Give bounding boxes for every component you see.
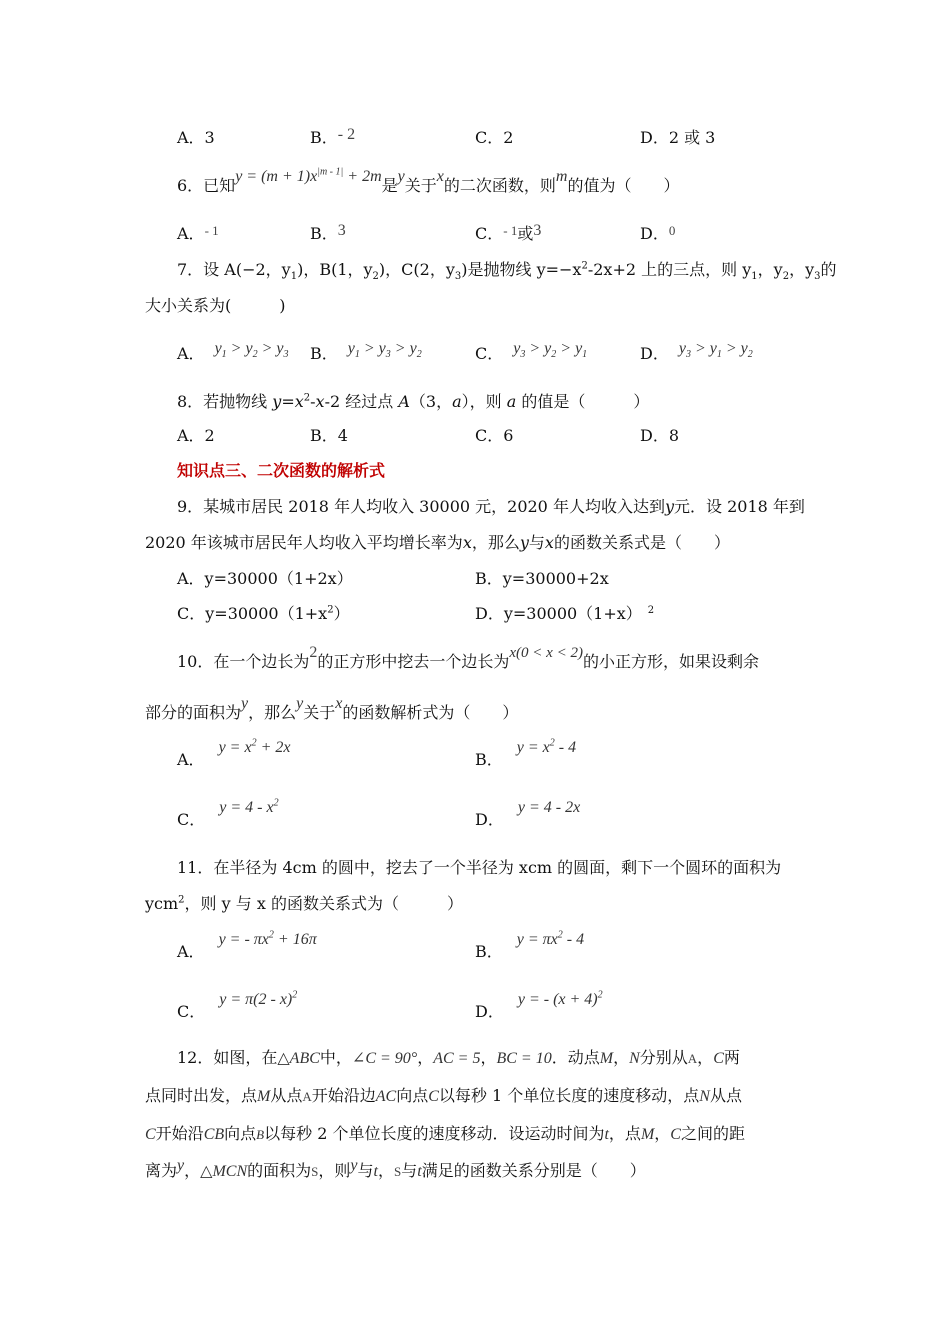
- formula-tail: + 2x: [256, 739, 291, 756]
- q6-option-b: [310, 224, 346, 245]
- q12-math: A: [687, 1051, 698, 1066]
- q9-option-c: [177, 604, 350, 624]
- q10-text: 的小正方形，如果设剩余: [582, 652, 759, 671]
- q5-option-a: [177, 128, 215, 148]
- q10-var: y: [296, 695, 304, 712]
- q9-text: 元．设 2018 年到: [674, 497, 805, 516]
- formula-main: y = πx: [516, 931, 558, 948]
- q7-c-seq: $y_3 > y_2 > y_1$: [513, 340, 588, 361]
- option-label: D．: [475, 1002, 504, 1021]
- formula-main: y = π(2 - x): [219, 991, 293, 1008]
- q6-formula-exp: |m - 1|: [317, 166, 344, 178]
- q9-option-b: [475, 569, 609, 589]
- q6-var-y: y: [397, 168, 405, 185]
- option-value: - 1: [204, 223, 219, 238]
- q10-var: x: [335, 695, 343, 712]
- q8-text: （3，: [409, 392, 453, 411]
- q10-option-a: [177, 737, 291, 771]
- q12-text: 从点: [270, 1086, 303, 1105]
- q9-text: 与: [528, 533, 545, 552]
- seq-sub: 2: [747, 349, 753, 361]
- q12-math: A: [302, 1089, 312, 1104]
- option-sup: 2: [647, 604, 655, 616]
- q12-math: BC = 10: [496, 1050, 552, 1067]
- option-label: A．: [177, 942, 205, 961]
- q12-math: N: [699, 1088, 710, 1105]
- q7-sub: 2: [372, 271, 379, 283]
- option-label: A．: [177, 750, 205, 769]
- q11-option-c: [177, 989, 298, 1023]
- q10-option-d: [475, 799, 581, 831]
- q12-math: C: [670, 1126, 681, 1143]
- q6-formula: [235, 168, 381, 185]
- q8-sup: 2: [303, 392, 311, 404]
- q12-math: AC = 5: [433, 1050, 481, 1067]
- option-formula: [517, 739, 576, 756]
- q6-text: 关于: [404, 176, 437, 195]
- q12-math: M: [257, 1088, 271, 1105]
- q9-option-d: [475, 604, 654, 624]
- q7-option-a: [177, 340, 289, 365]
- q7-text: )，C(2，y: [378, 260, 455, 279]
- question-12-line-4: [145, 1157, 646, 1182]
- option-label: B．: [310, 344, 338, 363]
- q6-option-a: [177, 224, 219, 245]
- q12-math: CB: [203, 1126, 225, 1143]
- formula-main: y = - πx: [218, 931, 269, 948]
- q9-option-a: [177, 569, 353, 589]
- q12-math: y: [177, 1157, 185, 1174]
- seq-sub: 3: [385, 349, 391, 361]
- seq-sub: 1: [354, 349, 360, 361]
- seq-sub: 3: [685, 349, 691, 361]
- q7-text: 大小关系为( ): [145, 296, 286, 315]
- section-heading: 知识点三、二次函数的解析式: [177, 461, 386, 480]
- option-label: D．: [640, 224, 669, 243]
- option-value: 3: [337, 222, 346, 239]
- q10-range: x(0 < x < 2): [509, 645, 583, 661]
- q12-text: ，: [377, 1161, 394, 1180]
- q12-math: C: [428, 1088, 439, 1105]
- q9-text: 9．某城市居民 2018 年人均收入 30000 元，2020 年人均收入达到: [177, 497, 665, 516]
- q12-math: △ABC: [277, 1050, 320, 1067]
- q12-text: ，点: [608, 1124, 641, 1143]
- formula-sup: 2: [549, 737, 555, 749]
- q9-text: ，那么: [471, 533, 520, 552]
- q12-text: 点同时出发，点: [145, 1086, 258, 1105]
- q7-sub: 3: [454, 271, 462, 283]
- question-7-line-2: [145, 296, 286, 316]
- option-text: 或: [517, 224, 534, 243]
- option-label: B．: [310, 128, 338, 147]
- q7-d-seq: $y_3 > y_1 > y_2$: [678, 340, 753, 361]
- formula-sup: 2: [557, 929, 563, 941]
- q6-text: 的二次函数，则: [443, 176, 556, 195]
- option-value: 3: [533, 222, 542, 239]
- option-text: A．y=30000（1+2x）: [177, 569, 353, 588]
- q8-var: x: [294, 392, 304, 411]
- formula-sup: 2: [597, 989, 603, 1001]
- option-formula: [219, 739, 291, 756]
- q8-option-d: [640, 426, 679, 446]
- q6-suffix: 的值为（ ）: [567, 176, 680, 195]
- formula-tail: - 4: [562, 931, 585, 948]
- q11-option-d: [475, 989, 603, 1023]
- q5-option-b: [310, 128, 355, 149]
- q10-text: 部分的面积为: [145, 703, 242, 722]
- q10-text: 的正方形中挖去一个边长为: [317, 652, 510, 671]
- q12-text: 开始沿: [155, 1124, 204, 1143]
- option-sup: 2: [327, 604, 334, 616]
- q12-math: S: [393, 1164, 402, 1179]
- formula-main: y = 4 - x: [219, 799, 274, 816]
- q9-text: 的函数关系式是（ ）: [553, 533, 730, 552]
- q9-var: x: [544, 533, 554, 552]
- q7-text: )是抛物线 y=−x: [461, 260, 582, 279]
- q8-var: x: [315, 392, 325, 411]
- q12-math: M: [640, 1126, 655, 1143]
- q12-text: 之间的距: [680, 1124, 745, 1143]
- q8-var: y: [272, 392, 282, 411]
- question-9-line-2: [145, 533, 730, 553]
- q12-text: 从点: [709, 1086, 742, 1105]
- option-text: A．2: [177, 426, 215, 445]
- option-text: C．2: [475, 128, 514, 147]
- question-11-line-2: [145, 894, 463, 914]
- q12-math: C: [145, 1126, 156, 1143]
- q12-text: ，: [697, 1048, 714, 1067]
- q10-var: y: [241, 695, 249, 712]
- formula-sup: 2: [251, 737, 257, 749]
- q6-var-m: m: [555, 168, 568, 185]
- option-text: B．4: [310, 426, 348, 445]
- option-text: C．y=30000（1+x: [177, 604, 328, 623]
- q11-text: 11．在半径为 4cm 的圆中，挖去了一个半径为 xcm 的圆面，剩下一个圆环的面积为: [177, 858, 782, 877]
- seq-sub: 2: [252, 349, 258, 361]
- question-10-line-2: [145, 695, 519, 724]
- q8-var: a: [506, 392, 517, 411]
- option-formula: [219, 931, 317, 948]
- option-value: - 2: [337, 126, 356, 143]
- q9-var: x: [462, 533, 472, 552]
- q7-text: -2x+2 上的三点，则 y: [587, 260, 752, 279]
- question-8-stem: [177, 392, 649, 412]
- q11-text: ycm: [145, 894, 179, 913]
- option-formula: [518, 991, 603, 1008]
- option-text: C．6: [475, 426, 514, 445]
- seq-sub: 2: [551, 349, 557, 361]
- option-text: D．8: [640, 426, 680, 445]
- q12-text: ，: [480, 1048, 497, 1067]
- option-text: ）: [333, 604, 350, 623]
- q12-math: N: [629, 1050, 640, 1067]
- seq-sub: 2: [416, 349, 422, 361]
- formula-main: y = - (x + 4): [517, 991, 598, 1008]
- option-label: D．: [640, 344, 669, 363]
- q8-text: 8．若抛物线: [177, 392, 273, 411]
- q12-text: 与: [357, 1161, 374, 1180]
- formula-sup: 2: [268, 929, 274, 941]
- q11-text: ，则 y 与 x 的函数关系式为（ ）: [184, 894, 463, 913]
- q12-text: 以每秒 1 个单位长度的速度移动，点: [438, 1086, 700, 1105]
- q7-sub: 1: [290, 271, 298, 283]
- q7-sup: 2: [581, 260, 588, 272]
- q12-text: ，则: [318, 1161, 351, 1180]
- q8-option-b: [310, 426, 348, 446]
- q7-text: 的: [820, 260, 837, 279]
- question-12-line-3: [145, 1124, 745, 1145]
- option-value: - 1: [503, 223, 518, 238]
- option-label: A．: [177, 224, 205, 243]
- q12-math: t: [373, 1163, 378, 1180]
- q10-option-c: [177, 797, 279, 831]
- q10-text: ，那么: [248, 703, 297, 722]
- q8-var: A: [398, 392, 410, 411]
- seq-sub: 3: [283, 349, 289, 361]
- formula-main: y = x: [516, 739, 550, 756]
- q6-prefix: 6．已知: [177, 176, 236, 195]
- q6-text: 是: [381, 176, 398, 195]
- q12-text: 中，: [319, 1048, 352, 1067]
- q7-sub: 2: [782, 271, 790, 283]
- q12-math: y: [350, 1157, 358, 1174]
- q8-text: ），则: [461, 392, 507, 411]
- question-11-line-1: [177, 858, 781, 878]
- q12-math: △MCN: [200, 1163, 248, 1180]
- q12-text: 与: [401, 1161, 418, 1180]
- question-12-line-1: [177, 1048, 740, 1069]
- question-12-line-2: [145, 1086, 742, 1107]
- q8-text: -2 经过点: [324, 392, 399, 411]
- q12-text: ，: [184, 1161, 201, 1180]
- q7-a-seq: $y_1 > y_2 > y_3$: [214, 340, 289, 361]
- q9-var: y: [664, 497, 674, 516]
- q8-text: 的值是（ ）: [516, 392, 650, 411]
- q9-var: y: [519, 533, 529, 552]
- question-9-line-1: [177, 497, 805, 517]
- q5-option-c: [475, 128, 513, 148]
- q7-text: 7．设 A(−2，y: [177, 260, 291, 279]
- option-text: A．3: [177, 128, 215, 147]
- q12-text: 向点: [224, 1124, 257, 1143]
- formula-main: y = x: [218, 739, 252, 756]
- q10-option-b: [475, 737, 577, 771]
- option-text: D．2 或 3: [640, 128, 716, 147]
- q7-text: ，y: [789, 260, 815, 279]
- option-label: B．: [310, 224, 338, 243]
- q10-text: 的函数解析式为（ ）: [342, 703, 519, 722]
- question-6-stem: [177, 166, 680, 197]
- q12-text: 分别从: [639, 1048, 688, 1067]
- q7-sub: 3: [814, 271, 821, 283]
- q12-text: 的面积为: [247, 1161, 312, 1180]
- option-label: C．: [177, 810, 206, 829]
- q7-option-b: [310, 340, 422, 365]
- option-value: 0: [668, 223, 676, 238]
- option-label: B．: [475, 750, 503, 769]
- option-label: D．: [475, 810, 504, 829]
- q12-text: ，: [417, 1048, 434, 1067]
- formula-sup: 2: [292, 989, 298, 1001]
- option-label: C．: [475, 224, 504, 243]
- q12-text: ．动点: [551, 1048, 600, 1067]
- seq-sub: 3: [520, 349, 526, 361]
- q12-text: 12．如图，在: [177, 1048, 278, 1067]
- question-7-line-1: [177, 260, 837, 283]
- q8-option-a: [177, 426, 215, 446]
- formula-sup: 2: [273, 797, 279, 809]
- q11-sup: 2: [178, 894, 185, 906]
- q12-math: t: [604, 1126, 609, 1143]
- q6-option-c: [475, 224, 541, 245]
- q6-formula-tail: + 2m: [343, 168, 382, 185]
- q9-text: 2020 年该城市居民年人均收入平均增长率为: [145, 533, 463, 552]
- option-label: A．: [177, 344, 205, 363]
- q8-text: -: [310, 392, 316, 411]
- option-formula: [219, 991, 297, 1008]
- q12-math: AC: [375, 1088, 397, 1105]
- q12-text: 开始沿边: [311, 1086, 376, 1105]
- q7-option-c: [475, 340, 588, 365]
- q7-b-seq: $y_1 > y_3 > y_2$: [347, 340, 422, 361]
- q12-math: B: [256, 1127, 265, 1142]
- q8-var: a: [452, 392, 462, 411]
- q12-math: ∠C = 90°: [351, 1050, 418, 1067]
- q8-text: =: [281, 392, 295, 411]
- q12-text: 离为: [145, 1161, 178, 1180]
- q5-option-d: [640, 128, 715, 148]
- option-formula: y = 4 - 2x: [517, 799, 581, 816]
- q12-text: 向点: [396, 1086, 429, 1105]
- q7-option-d: [640, 340, 753, 365]
- option-formula: [517, 931, 584, 948]
- q10-text: 10．在一个边长为: [177, 652, 310, 671]
- q12-text: 两: [723, 1048, 740, 1067]
- option-text: D．y=30000（1+x）: [475, 604, 642, 623]
- option-text: B．y=30000+2x: [475, 569, 609, 588]
- q7-text: ，y: [757, 260, 783, 279]
- q12-text: ，: [613, 1048, 630, 1067]
- seq-sub: 1: [716, 349, 722, 361]
- q8-option-c: [475, 426, 513, 446]
- formula-tail: + 16π: [273, 931, 317, 948]
- q6-formula-main: y = (m + 1)x: [235, 168, 318, 185]
- seq-sub: 1: [582, 349, 588, 361]
- q12-math: t: [417, 1163, 422, 1180]
- q12-math: S: [311, 1164, 319, 1179]
- option-label: B．: [475, 942, 503, 961]
- option-label: C．: [475, 344, 504, 363]
- formula-tail: - 4: [554, 739, 577, 756]
- q12-math: C: [713, 1050, 724, 1067]
- q12-text: 满足的函数关系分别是（ ）: [421, 1161, 646, 1180]
- q6-var-x: x: [436, 168, 444, 185]
- q7-sub: 1: [751, 271, 758, 283]
- option-formula: [219, 799, 278, 816]
- seq-sub: 1: [221, 349, 227, 361]
- question-10-line-1: [177, 644, 759, 673]
- q12-text: ，: [654, 1124, 671, 1143]
- q7-text: )，B(1，y: [297, 260, 373, 279]
- q12-math: M: [599, 1050, 614, 1067]
- q6-option-d: [640, 224, 675, 245]
- option-label: C．: [177, 1002, 206, 1021]
- q12-text: 以每秒 2 个单位长度的速度移动．设运动时间为: [264, 1124, 605, 1143]
- q10-text: 关于: [303, 703, 336, 722]
- q10-num: 2: [309, 644, 318, 661]
